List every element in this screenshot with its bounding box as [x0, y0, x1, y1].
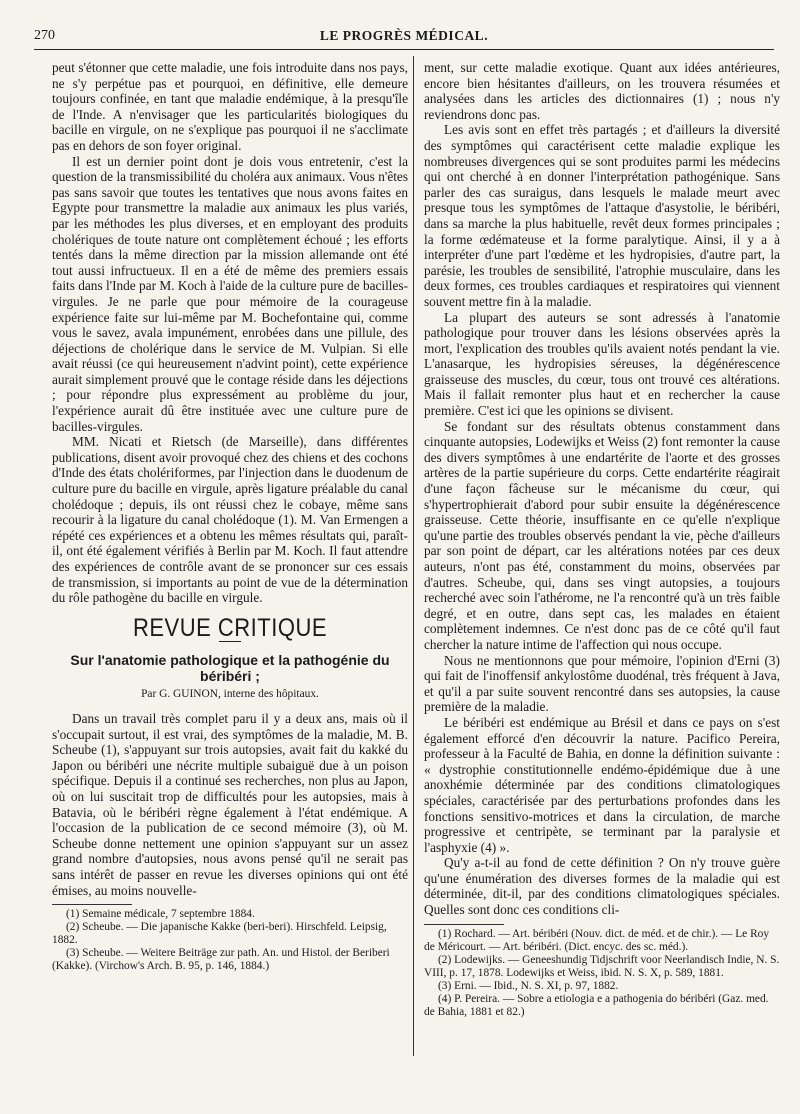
footnotes: [52, 908, 408, 973]
paragraph: Nous ne mentionnons que pour mémoire, l'opinion d'Erni (3) qui fait de l'inoffensif ankylostôme duodénal, très fréquent à Java, et qu'il a par suite souvent rencontré dans ses autopsies, la cause première de la maladie.: [424, 652, 780, 715]
footnote: (3) Erni. — Ibid., N. S. XI, p. 97, 1882.: [438, 979, 619, 992]
footnote: (2) Scheube. — Die japanische Kakke (beri-beri). Hirschfeld. Leipsig, 1882.: [52, 921, 387, 947]
footnote-rule: [52, 904, 132, 905]
header-rule: [34, 49, 774, 50]
footnote-rule: [424, 924, 504, 925]
footnotes: [424, 928, 780, 1019]
page-number: 270: [34, 28, 55, 43]
column-divider: [413, 56, 414, 1056]
paragraph: Les avis sont en effet très partagés ; et d'ailleurs la diversité des symptômes qui caractérisent cette maladie explique les nombreuses divergences qui se sont produites parmi les médecins qui ont cherché à en donner l'interprétation pathogénique. Sans parler des cas suraigus, dans lesquels le malade meurt avec presque tous les symptômes de l'attaque d'asystolie, le béribéri, dans sa marche la plus habituelle, revêt deux formes principales ; la forme œdémateuse et la forme paralytique. Ainsi, il y a à interpréter d'une part l'œdème et les hydropisies, d'autre part, la parésie, les troubles de sensibilité, l'atrophie musculaire, dans les deux formes, ces troubles cardiaques et respiratoires qui viennent souvent mettre fin à la maladie.: [424, 122, 780, 309]
paragraph: Se fondant sur des résultats obtenus constamment dans cinquante autopsies, Lodewijks et Weiss (2) font remonter la cause des divers symptômes à une endartérite de l'aorte et des grosses artères de la partie supérieure du corps. Cette endartérite réagirait d'une façon fâcheuse sur le mécanisme du cœur, qui s'hypertrophierait d'abord pour subir ensuite la dégénérescence graisseuse. Cette théorie, insuffisante en ce qu'elle n'explique qu'une partie des troubles observés pendant la vie, pèche d'ailleurs par son point de départ, car les altérations notées par ces deux auteurs, n'ont pas été, constamment du moins, observées par d'autres. Scheube, qui, dans ses vingt autopsies, a toujours recherché avec soin l'athérome, ne l'a rencontré qu'à un très faible degré, et en outre, dans sept cas, les malades en étaient complètement indemnes. Ce n'est donc pas de ce côté qu'il faut chercher la nature intime de l'affection qui nous occupe.: [424, 418, 780, 652]
paragraph: Dans un travail très complet paru il y a deux ans, mais où il s'occupait surtout, il est vrai, des symptômes de la maladie, M. B. Scheube (1), s'appuyant sur trois autopsies, avait fait du kakké du Japon ou béribéri une nécrite multiple subaiguë due à un poison spécifique. Depuis il a continué ses recherches, non plus au Japon, où on lui suscitait trop de difficultés pour les autopsies, mais à Batavia, où le béribéri règne également à l'état endémique. A l'occasion de la publication de ce second mémoire (3), où M. Scheube donne nettement une opinion s'appuyant sur un assez grand nombre d'autopsies, nous avons pensé qu'il ne serait pas sans intérêt de passer en revue les diverses opinions qui ont été émises, au moins nouvelle-: [52, 710, 408, 898]
footnote: (1) Semaine médicale, 7 septembre 1884.: [66, 908, 255, 921]
paragraph: Qu'y a-t-il au fond de cette définition ? On n'y trouve guère qu'une énumération des diverses formes de la maladie qui est déterminée, dit-il, par des conditions climatologiques spéciales. Quelles sont donc ces conditions cli-: [424, 855, 780, 918]
paragraph: Le béribéri est endémique au Brésil et dans ce pays on s'est également efforcé d'en découvrir la nature. Pacifico Pereira, professeur à la Faculté de Bahia, en donne la définition suivante : « dystrophie constitutionnelle endémo-épidémique due à une anoxhémie déterminée par des conditions climatologiques spéciales, caractérisée par des perturbations profondes dans les fonctions sensitivo-motrices et dans la circulation, de marche progressive et centripète, se terminant par la paralysie et l'asphyxie (4) ».: [424, 714, 780, 855]
footnote: (2) Lodewijks. — Geneeshundig Tidjschrift voor Neerlandisch Indie, N. S. VIII, p. 17, 1878. Lodewijks et Weiss, ibid. N. S. X, p. 589, 1881.: [424, 953, 780, 979]
paragraph: peut s'étonner que cette maladie, une fois introduite dans nos pays, ne s'y perpétue pas et pourquoi, en définitive, elle demeure toujours confinée, en tant que maladie endémique, à la presqu'île de l'Inde. A n'envisager que les particularités biologiques du bacille en virgule, on ne s'explique pas pourquoi il ne s'acclimate pas en dehors de son foyer original.: [52, 60, 408, 153]
paragraph: MM. Nicati et Rietsch (de Marseille), dans différentes publications, disent avoir provoqué chez des chiens et des cochons d'Inde des états cholériformes, par l'injection dans le duodenum de culture pure du bacille en virgule, après ligature préalable du canal cholédoque ; depuis, ils ont réussi chez le cobaye, même sans recourir à la ligature du canal cholédoque (1). M. Van Ermengen a répété ces expériences et a obtenu les mêmes résultats qui, paraît-il, ont été également vérifiés à Berlin par M. Koch. Il faut attendre des expériences de contrôle avant de se prononcer sur ces essais de transmission, si importants au point de vue de la détermination du rôle pathogène du bacille en virgule.: [52, 434, 408, 606]
section-title: REVUE CRITIQUE: [132, 612, 328, 642]
footnote: (3) Scheube. — Weitere Beiträge zur path. An. und Histol. der Beriberi (Kakke). (Virchow's Arch. B. 95, p. 146, 1884.): [52, 947, 390, 973]
paragraph: La plupart des auteurs se sont adressés à l'anatomie pathologique pour trouver dans les lésions observées après la mort, l'explication des troubles qu'ils avaient notés pendant la vie. L'anasarque, les hydropisies séreuses, la dégénérescence graisseuse des muscles, du cœur, tous ont trouvé ces altérations. Mais il fallait remonter plus haut et en rechercher la cause première. C'est ici que les opinions se divisent.: [424, 309, 780, 419]
page-header: [34, 28, 774, 46]
article-byline: Par G. GUINON, interne des hôpitaux.: [141, 688, 319, 701]
left-column: [52, 60, 408, 973]
footnote: (1) Rochard. — Art. béribéri (Nouv. dict. de méd. et de chir.). — Le Roy de Méricourt. — Art. béribéri. (Dict. encyc. des sc. méd.).: [424, 927, 770, 953]
article-title: Sur l'anatomie pathologique et la pathogénie du béribéri ;: [70, 652, 390, 685]
paragraph: Il est un dernier point dont je dois vous entretenir, c'est la question de la transmissibilité du choléra aux animaux. Vous n'êtes pas sans savoir que toutes les tentatives que nous avons faites en Egypte pour transmettre la maladie aux animaux les plus variés, par les méthodes les plus diverses, et en employant des produits cholériques de toute nature ont complètement échoué ; les efforts tentés dans la même direction par la mission allemande ont été tout aussi infructueux. Il en a été de même des premiers essais faits dans l'Inde par M. Koch à l'aide de la culture pure de bacilles-virgules. Je ne parle que pour mémoire de la courageuse expérience faite sur lui-même par M. Bochefontaine qui, comme vous le savez, avala impunément, enrobées dans une pillule, des déjections de cholérique dans le service de M. Vulpian. Si elle avait réussi (ce qui heureusement n'advint point), cette expérience aurait simplement prouvé que le contage réside dans les déjections ; pour répondre plus expressément au problème du jour, l'expérience aurait dû être instituée avec une culture pure de bacilles-virgules.: [52, 153, 408, 434]
right-column: [424, 60, 780, 1019]
footnote: (4) P. Pereira. — Sobre a etiologia e a pathogenia do béribéri (Gaz. med. de Bahia, 1881 et 82.): [424, 992, 769, 1018]
running-title: LE PROGRÈS MÉDICAL.: [319, 28, 489, 43]
paragraph: ment, sur cette maladie exotique. Quant aux idées antérieures, encore bien hésitantes d'ailleurs, on les trouvera résumées et analysées dans les articles des dictionnaires (1) ; nous n'y reviendrons donc pas.: [424, 60, 780, 122]
